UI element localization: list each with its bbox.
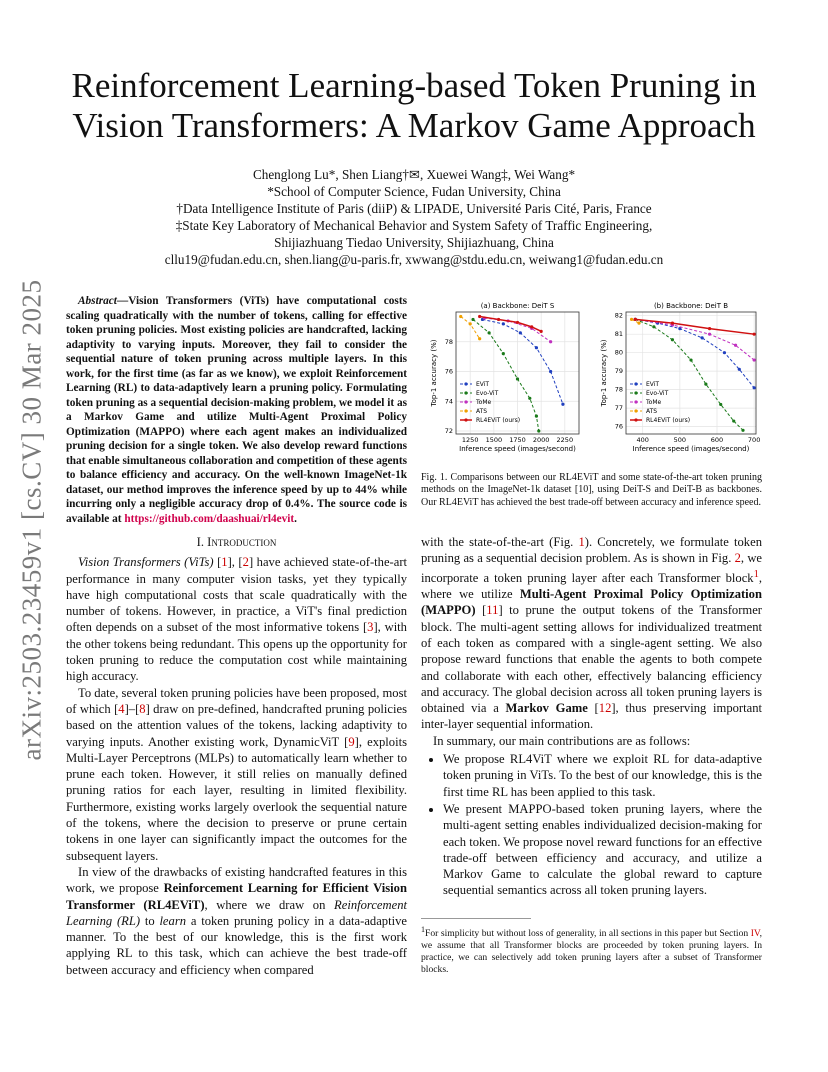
legend-entry: Evo-ViT <box>646 390 669 398</box>
footnote: $^1$For simplicity but without loss of generality, in all sections in this paper but Section IV, we assume that all Transformer blocks are proceeded by token pruning layers. In practice, we can selectively add token pruning layers after a subset of Transformer blocks. <box>421 925 762 976</box>
legend-marker <box>634 418 637 421</box>
intro-paragraph-1: Vision Transformers (ViTs) [1], [2] have achieved state-of-the-art performance in many computer vision tasks, yet they typically have high computational costs that scale quadratically with the number of tokens. However, in practice, a ViT's final prediction often depends on a subset of the most informative tokens [3], with the other tokens being redundant. This opens up the opportunity for token pruning to reduce the computation cost while maintaining high accuracy. <box>66 555 408 684</box>
citation-link[interactable]: 1 <box>221 555 228 570</box>
data-point <box>652 325 655 328</box>
data-point <box>753 386 756 389</box>
legend-marker <box>464 418 467 421</box>
x-axis-label: Inference speed (images/second) <box>459 445 576 453</box>
intro-paragraph-2: To date, several token pruning policies have been proposed, most of which [4]–[8] draw on pre-defined, handcrafted pruning policies based on the attention values of the tokens, lacking adaptivity to varying inputs. Another existing work, DynamicViT [9], exploits Multi-Layer Perceptrons (MLPs) to automatically learn whether to prune each token. However, it still relies on manually defined pruning ratios for each layer, resulting in limited flexibility. Furthermore, existing works largely overlook the sequential nature of the tokens, where the decision to preserve or prune certain tokens in one layer can significantly impact the outcomes for the subsequent layers. <box>66 685 407 863</box>
x-tick-label: 1750 <box>509 436 526 444</box>
contributions-list <box>421 751 762 899</box>
data-point <box>488 331 491 334</box>
plot-frame <box>626 312 756 434</box>
chart-title: (a) Backbone: DeiT S <box>480 302 555 310</box>
citation-link[interactable]: 8 <box>139 701 146 716</box>
legend-marker <box>634 400 637 403</box>
x-tick-label: 2000 <box>532 436 550 444</box>
x-tick-label: 1500 <box>485 436 503 444</box>
data-point <box>459 315 462 318</box>
citation-link[interactable]: 2 <box>242 555 249 570</box>
list-item: • We present MAPPO-based token pruning layers, where the multi-agent setting enables individualized decision-making for each token. We propose novel reward functions for an effective trade-off between efficiency and accuracy, and utilize a Markov Game to calculate the global reward to capture sequential semantics across all token pruning layers. <box>443 801 762 899</box>
figure-ref-link[interactable]: 1 <box>578 535 585 549</box>
citation-link[interactable]: 9 <box>348 734 355 749</box>
data-point <box>535 415 538 418</box>
data-point <box>519 331 522 334</box>
y-tick-label: 77 <box>614 404 623 413</box>
affiliation-1: *School of Computer Science, Fudan University, China <box>267 184 561 199</box>
arxiv-stamp: arXiv:2503.23459v1 [cs.CV] 30 Mar 2025 <box>16 279 47 761</box>
author-names: Chenglong Lu*, Shen Liang†✉, Xuewei Wang‡, Wei Wang* <box>252 167 576 182</box>
list-item: • We propose RL4ViT where we exploit RL for data-adaptive token pruning in ViTs. To the best of our knowledge, this is the first time RL has been applied to this task. <box>443 751 762 800</box>
data-point <box>549 370 552 373</box>
legend-entry: ATS <box>646 408 658 416</box>
x-tick-label: 400 <box>636 436 649 444</box>
data-point <box>516 377 519 380</box>
affiliation-3: ‡State Key Laboratory of Mechanical Behavior and System Safety of Traffic Engineering, <box>175 218 653 233</box>
data-point <box>734 344 737 347</box>
affiliation-2: †Data Intelligence Institute of Paris (diiP) & LIPADE, Université Paris Cité, Paris, France <box>176 201 652 216</box>
data-point <box>502 322 505 325</box>
data-point <box>516 321 519 324</box>
data-point <box>689 358 692 361</box>
figure-1 <box>424 296 766 464</box>
x-tick-label: 1250 <box>461 436 479 444</box>
citation-link[interactable]: 12 <box>598 701 612 716</box>
legend-marker <box>634 382 637 385</box>
data-point <box>671 321 674 324</box>
y-tick-label: 72 <box>444 427 453 436</box>
y-tick-label: 79 <box>614 367 623 376</box>
y-axis-label: Top-1 accuracy (%) <box>600 339 608 407</box>
legend-marker <box>634 409 637 412</box>
y-tick-label: 81 <box>614 330 623 339</box>
paper-title: Reinforcement Learning-based Token Pruning in Vision Transformers: A Markov Game Approach <box>71 66 757 145</box>
series-line <box>635 319 754 387</box>
data-point <box>530 325 533 328</box>
right-paragraph-2: In summary, our main contributions are as follows: <box>433 733 691 748</box>
data-point <box>540 330 543 333</box>
data-point <box>701 336 704 339</box>
data-point <box>634 318 637 321</box>
legend-marker <box>464 400 467 403</box>
footnote-rule <box>421 918 531 919</box>
data-point <box>561 403 564 406</box>
chart-deit-s <box>430 302 579 453</box>
y-tick-label: 78 <box>444 337 453 346</box>
x-axis-label: Inference speed (images/second) <box>632 445 750 453</box>
data-point <box>478 337 481 340</box>
legend-entry: RL4EViT (ours) <box>646 417 691 425</box>
legend-entry: RL4EViT (ours) <box>476 417 521 425</box>
chart-title: (b) Backbone: DeiT B <box>653 302 729 310</box>
data-point <box>497 318 500 321</box>
intro-paragraph-3: In view of the drawbacks of existing handcrafted features in this work, we propose Reinforcement Learning for Efficient Vision Transformer (RL4EViT), where we draw on Reinforcement Learning (RL) to learn a token pruning policy in a data-adaptive manner. To the best of our knowledge, this is the first work applying RL to this task, which can achieve the best trade-off between accuracy and efficiency when compared <box>66 864 407 977</box>
legend-entry: ToMe <box>646 399 662 407</box>
left-column <box>66 294 407 978</box>
source-code-link[interactable]: https://github.com/daashuai/rl4evit <box>124 512 295 525</box>
section-ref-link[interactable]: IV <box>750 928 760 940</box>
data-point <box>637 321 640 324</box>
abstract: Abstract—Vision Transformers (ViTs) have computational costs scaling quadratically with the number of tokens, calling for effective token pruning policies. Most existing policies are handcrafted, lacking adaptivity to varying inputs. Moreover, they fail to consider the sequential nature of token pruning across multiple layers. In this work, for the first time (as far as we know), we exploit Reinforcement Learning (RL) to data-adaptively learn a pruning policy. Formulating token pruning as a sequential decision-making problem, we model it as a Markov Game and utilize Multi-Agent Proximal Policy Optimization (MAPPO) where each agent makes an individualized pruning decision for a single token. We also develop reward functions that enable simultaneous collaboration and competition of these agents to balance efficiency and accuracy. On the well-known ImageNet-1k dataset, our method improves the inference speed by up to 44% while incurring only a negligible accuracy drop of 0.4%. The source code is available at https://github.com/daashuai/rl4evit. <box>66 295 407 525</box>
citation-link[interactable]: 3 <box>367 620 374 635</box>
x-tick-label: 600 <box>710 436 724 444</box>
data-point <box>753 333 756 336</box>
right-paragraph-1: with the state-of-the-art (Fig. 1). Concretely, we formulate token pruning as a sequential decision problem. As is shown in Fig. 2, we incorporate a token pruning layer after each Transformer block$^1$, where we utilize Multi-Agent Proximal Policy Optimization (MAPPO) [11] to prune the output tokens of the Transformer block. The multi-agent setting allows for individualized treatment of each token as compared with a single-agent setting. We also propose reward functions that enable the agents to both compete and collaborate with each other, effectively balancing efficiency and accuracy. The global decision across all token pruning layers is obtained via a Markov Game [12], thus preserving important inter-layer sequential information. <box>421 535 763 732</box>
data-point <box>732 419 735 422</box>
right-column <box>421 534 762 900</box>
data-point <box>630 318 633 321</box>
data-point <box>478 315 481 318</box>
figure-ref-link[interactable]: 2 <box>734 551 741 566</box>
y-tick-label: 74 <box>444 397 453 406</box>
legend-entry: ATS <box>476 408 488 416</box>
data-point <box>535 346 538 349</box>
y-tick-label: 82 <box>614 311 623 320</box>
data-point <box>671 338 674 341</box>
data-point <box>469 322 472 325</box>
legend-entry: Evo-ViT <box>476 390 499 398</box>
data-point <box>549 340 552 343</box>
author-emails: cllu19@fudan.edu.cn, shen.liang@u-paris.fr, xwwang@stdu.edu.cn, weiwang1@fudan.edu.cn <box>164 252 664 267</box>
data-point <box>753 358 756 361</box>
data-point <box>741 429 744 432</box>
legend-marker <box>464 391 467 394</box>
data-point <box>738 368 741 371</box>
data-point <box>708 327 711 330</box>
section-heading-introduction: I. Introduction <box>196 535 277 549</box>
data-point <box>537 429 540 432</box>
y-axis-label: Top-1 accuracy (%) <box>430 339 438 407</box>
x-tick-label: 500 <box>673 436 687 444</box>
data-point <box>528 397 531 400</box>
data-point <box>502 352 505 355</box>
data-point <box>719 403 722 406</box>
legend-marker <box>634 391 637 394</box>
footnote-ref-link[interactable]: 1 <box>753 568 759 580</box>
data-point <box>708 333 711 336</box>
legend-entry: EViT <box>476 381 490 389</box>
x-tick-label: 700 <box>747 436 761 444</box>
data-point <box>471 318 474 321</box>
legend-marker <box>464 409 467 412</box>
y-tick-label: 76 <box>444 367 453 376</box>
figure-caption: Fig. 1. Comparisons between our RL4EViT and some state-of-the-art token pruning methods on the ImageNet-1k dataset [10], using DeiT-S and DeiT-B as backbones. Our RL4EViT has achieved the best trade-off between accuracy and inference speed. <box>421 472 762 508</box>
y-tick-label: 76 <box>614 422 623 431</box>
data-point <box>723 351 726 354</box>
affiliation-3-cont: Shijiazhuang Tiedao University, Shijiazhuang, China <box>274 235 554 250</box>
author-block <box>100 166 728 268</box>
y-tick-label: 80 <box>614 348 623 357</box>
chart-deit-b <box>600 302 760 453</box>
citation-link[interactable]: 4 <box>118 701 125 716</box>
x-tick-label: 2250 <box>556 436 574 444</box>
legend-entry: EViT <box>646 381 660 389</box>
data-point <box>704 382 707 385</box>
y-tick-label: 78 <box>614 385 623 394</box>
legend-entry: ToMe <box>476 399 492 407</box>
citation-link[interactable]: 11 <box>486 603 499 618</box>
legend-marker <box>464 382 467 385</box>
